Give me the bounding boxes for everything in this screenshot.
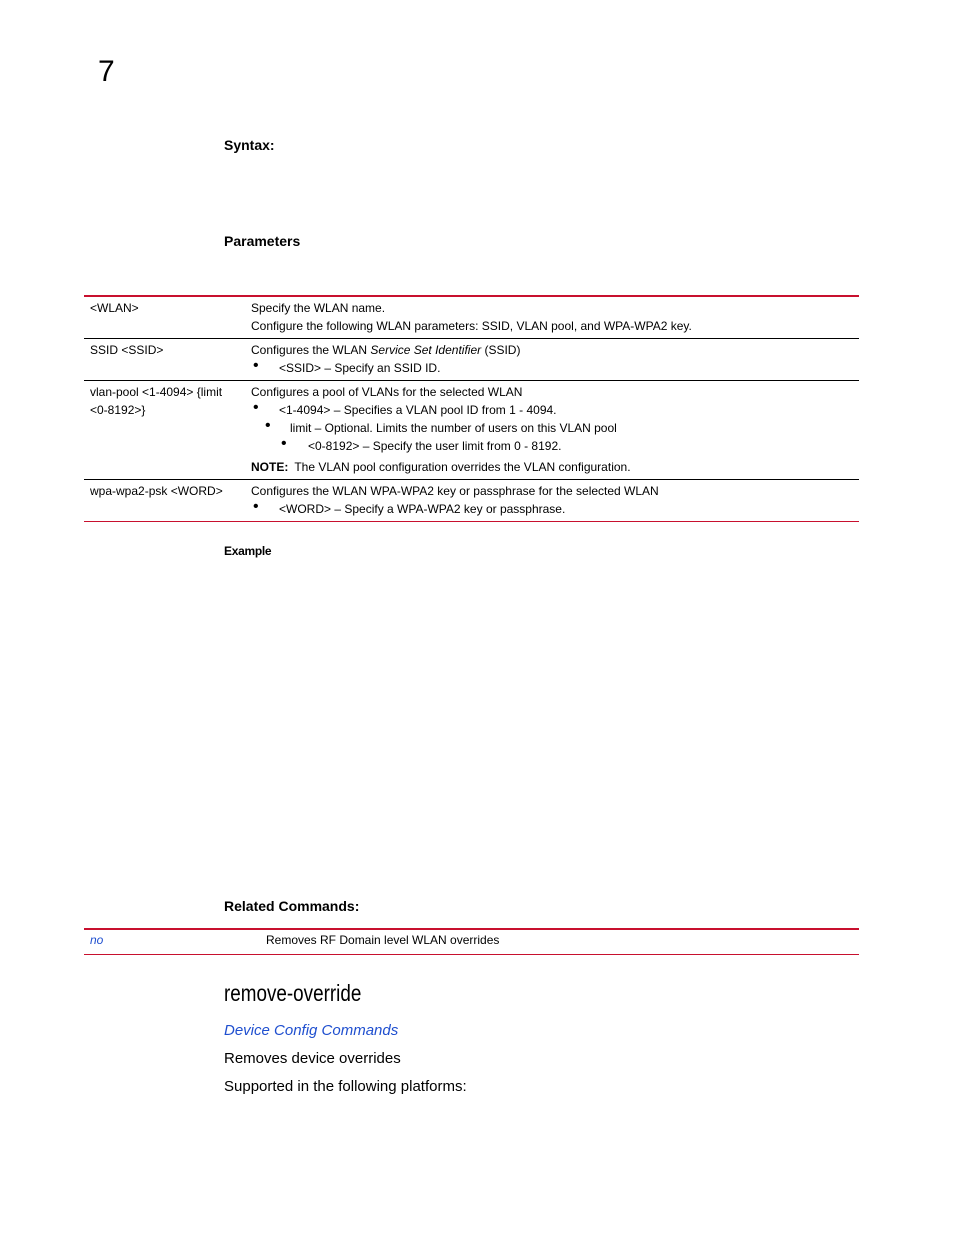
syntax-label: Syntax: (224, 137, 275, 153)
param-name-line: vlan-pool <1-4094> {limit (90, 385, 223, 399)
table-row (84, 297, 859, 339)
table-row (84, 480, 859, 522)
chapter-number: 7 (98, 55, 115, 88)
related-commands-label: Related Commands: (224, 898, 360, 914)
table-row (84, 381, 859, 480)
bullet-item: • <1-4094> – Specifies a VLAN pool ID from 1 - 4094. (251, 401, 853, 419)
note-label: NOTE: (251, 460, 289, 474)
param-name: wpa-wpa2-psk <WORD> (90, 484, 223, 498)
param-name (84, 381, 245, 480)
param-name: SSID <SSID> (90, 343, 164, 357)
section-heading: remove-override (224, 980, 362, 1006)
note (251, 458, 853, 476)
description-line: Specify the WLAN name. (251, 301, 386, 315)
related-command-description: Removes RF Domain level WLAN overrides (266, 933, 500, 947)
description-term: Service Set Identifier (370, 343, 482, 357)
param-description (245, 339, 859, 381)
platforms-text: Supported in the following platforms: (224, 1078, 467, 1095)
description-line: Configures a pool of VLANs for the selected WLAN (251, 385, 523, 399)
param-description (245, 480, 859, 522)
param-description (245, 297, 859, 339)
description-line: Configure the following WLAN parameters: SSID, VLAN pool, and WPA-WPA2 key. (251, 319, 692, 333)
parameters-label: Parameters (224, 233, 301, 249)
bullet-item: • <SSID> – Specify an SSID ID. (251, 359, 853, 377)
parameters-table (84, 295, 859, 522)
related-command-link[interactable]: no (90, 933, 104, 947)
example-label: Example (224, 544, 272, 558)
device-config-commands-link[interactable]: Device Config Commands (224, 1022, 399, 1039)
bullet-item-level2: • limit – Optional. Limits the number of users on this VLAN pool (251, 419, 853, 437)
related-commands-table (84, 928, 859, 955)
param-name-line: <0-8192>} (90, 403, 146, 417)
param-name: <WLAN> (90, 301, 139, 315)
description-line: Configures the WLAN WPA-WPA2 key or passphrase for the selected WLAN (251, 484, 659, 498)
param-description (245, 381, 859, 480)
description-line (251, 341, 853, 359)
table-row (84, 339, 859, 381)
description-text: (SSID) (481, 343, 521, 357)
bullet-item: • <WORD> – Specify a WPA-WPA2 key or passphrase. (251, 500, 853, 518)
command-description: Removes device overrides (224, 1050, 401, 1067)
bullet-item-level3: • <0-8192> – Specify the user limit from 0 - 8192. (251, 437, 853, 455)
note-text: The VLAN pool configuration overrides the VLAN configuration. (294, 460, 631, 474)
description-text: Configures the WLAN (251, 343, 371, 357)
